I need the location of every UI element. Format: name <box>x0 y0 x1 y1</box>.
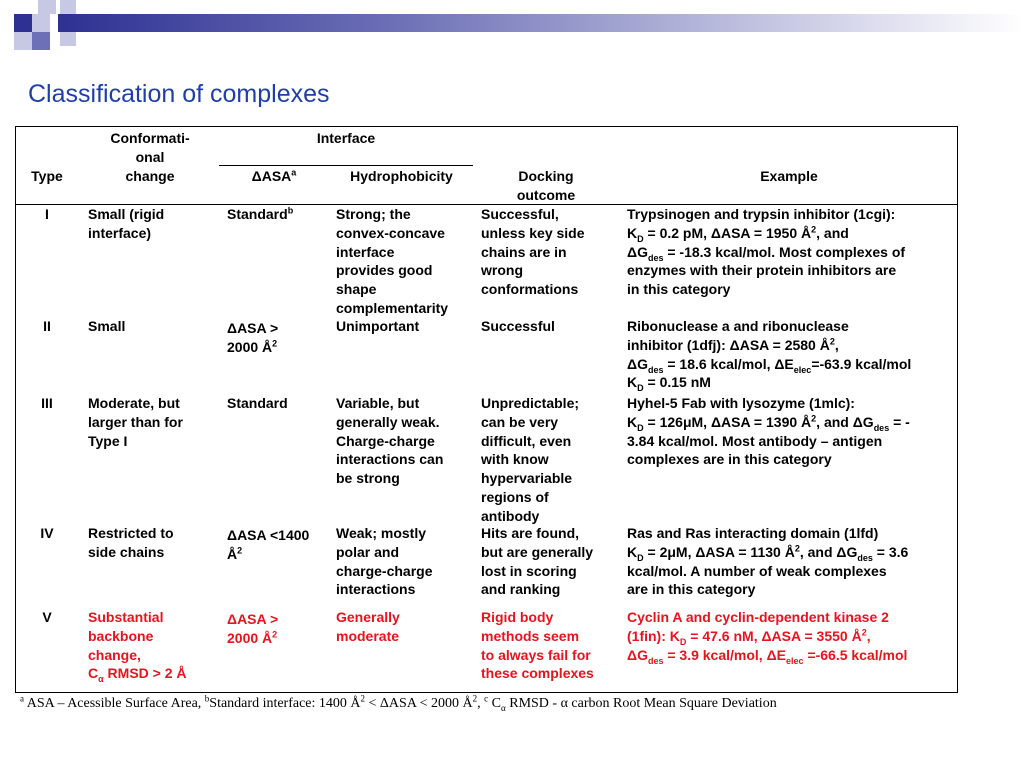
header-conformational-change: Conformati- onal change <box>110 130 190 184</box>
row-asa: ΔASA <1400 $Å^2$ <box>227 527 310 562</box>
row-change: Small (rigid interface) <box>88 206 165 241</box>
row-type: II <box>43 318 51 334</box>
row-hydrophobicity: Weak; mostly polar and charge-charge interactions <box>336 525 433 598</box>
row-type: IV <box>40 525 54 541</box>
row-change: Moderate, but larger than for Type I <box>88 395 183 449</box>
row-docking: Successful <box>481 318 555 334</box>
row-example: Hyhel-5 Fab with lysozyme (1mlc): $K_D = 126\mu M$, ΔASA = 1390 $Å^2$, and $\Delta G_{des}$ = - 3.84 kcal/mol. Most antibody – antigen complexes are in this category <box>627 395 910 468</box>
row-hydrophobicity: Generally moderate <box>336 609 400 644</box>
row-asa: ΔASA > 2000 $Å^2$ <box>227 611 279 646</box>
row-example: Cyclin A and cyclin-dependent kinase 2 (1fin): $K_D = 47.6$ nM, ΔASA = 3550 $Å^2$, $\Delta G_{des} = 3.9$ kcal/mol, $\Delta E_{elec} =-66.5$ kcal/mol <box>627 609 908 666</box>
row-docking: Successful, unless key side chains are in wrong conformations <box>481 206 585 298</box>
page-title: Classification of complexes <box>28 80 330 108</box>
row-type: I <box>45 206 49 222</box>
row-docking: Unpredictable; can be very difficult, even with know hypervariable regions of antibody <box>481 395 580 524</box>
header-asa: ΔASA$^a$ <box>251 167 297 184</box>
header-example: Example <box>760 168 818 184</box>
row-change: Small <box>88 318 126 334</box>
row-hydrophobicity: Strong; the convex-concave interface provides good shape complementarity <box>336 206 449 316</box>
interface-underline <box>219 165 473 166</box>
row-hydrophobicity: Variable, but generally weak. Charge-charge interactions can be strong <box>336 395 444 487</box>
row-docking: Rigid body methods seem to always fail for these complexes <box>481 609 594 682</box>
header-hydrophobicity: Hydrophobicity <box>350 168 453 184</box>
row-change: Restricted to side chains <box>88 525 174 560</box>
header-gradient-bar <box>58 14 1024 32</box>
header-docking-outcome: Docking outcome <box>516 168 576 203</box>
row-type: V <box>42 609 52 625</box>
row-hydrophobicity: Unimportant <box>336 318 420 334</box>
row-asa: Standard <box>227 395 288 411</box>
row-asa: Standard$^b$ <box>227 205 294 222</box>
row-type: III <box>41 395 53 411</box>
row-asa: ΔASA > 2000 $Å^2$ <box>227 320 279 355</box>
row-example: Ribonuclease a and ribonuclease inhibitor (1dfj): ΔASA = 2580 $Å^2$, $\Delta G_{des} = 18.6$ kcal/mol, $\Delta E_{elec}=-63.9$ kcal/mol $K_D = 0.15$ nM <box>627 318 912 394</box>
header-interface: Interface <box>316 130 376 146</box>
row-example: Ras and Ras interacting domain (1lfd) $K_D = 2\mu M$, ΔASA = 1130 $Å^2$, and $\Delta G_{des} = 3.6$ kcal/mol. A number of weak complexes are in this category <box>627 525 909 598</box>
footnote: $^a$ ASA – Acessible Surface Area, $^b$Standard interface: 1400 $Å^2 < \Delta ASA < 2000$ $Å^2$, $^c$ $C_\alpha$ RMSD - α carbon Root Mean Square Deviation <box>20 693 777 713</box>
header-type: Type <box>31 168 63 184</box>
row-docking: Hits are found, but are generally lost in scoring and ranking <box>481 525 594 598</box>
row-example: Trypsinogen and trypsin inhibitor (1cgi): $K_D = 0.2$ pM, ΔASA = 1950 $Å^2$, and $\Delta G_{des} = -18.3$ kcal/mol. Most complexes of enzymes with their protein inhibitors are in this category <box>627 206 906 298</box>
row-change: Substantial backbone change, $C_\alpha$ RMSD > 2 Å <box>88 609 187 685</box>
